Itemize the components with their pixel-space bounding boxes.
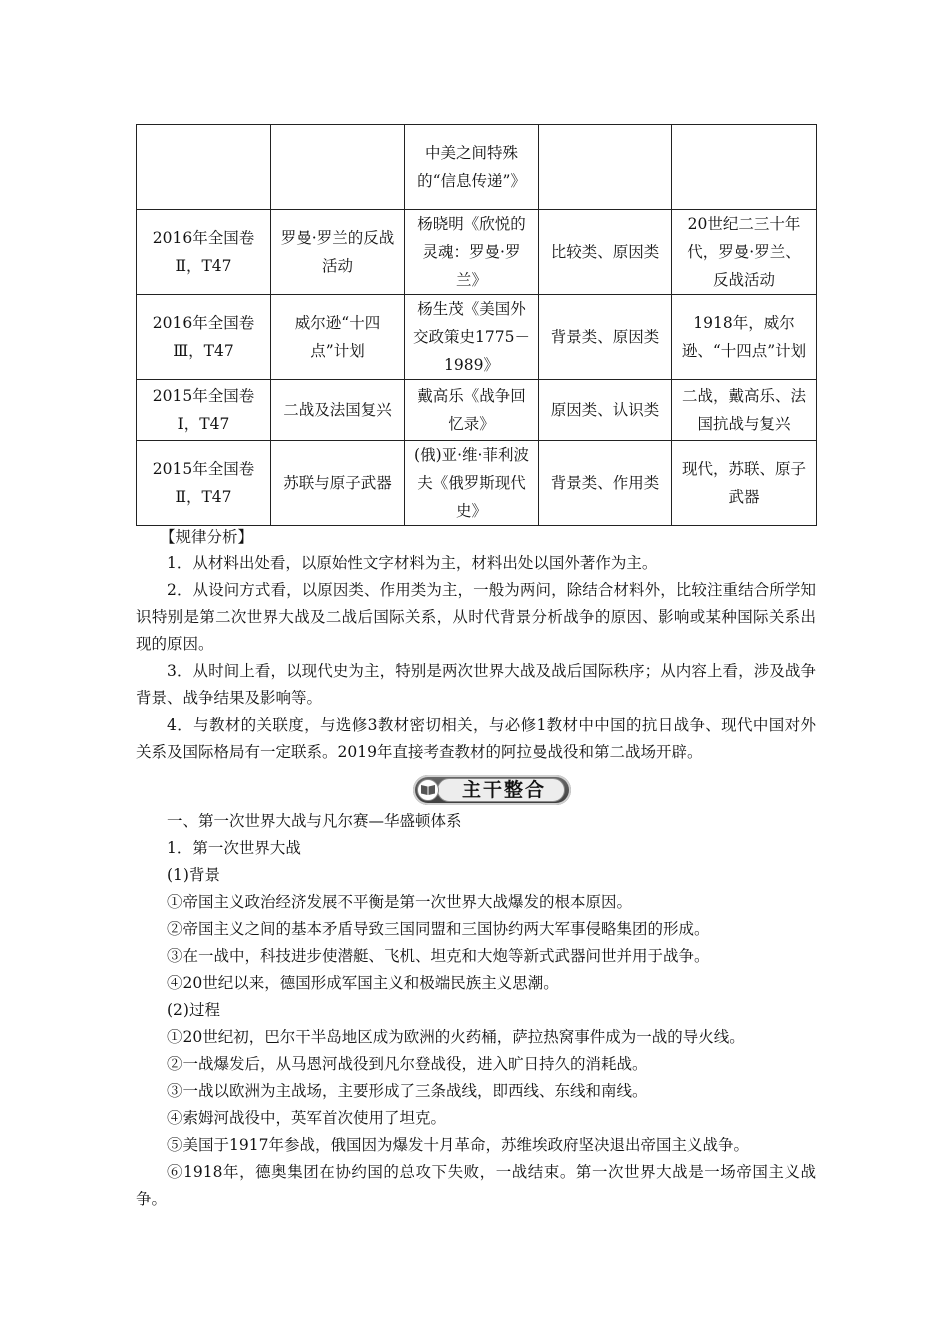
table-cell: 中美之间特殊的“信息传递”》 (405, 125, 539, 210)
banner-label: 主干整合 (461, 779, 546, 801)
table-cell (271, 125, 405, 210)
table-cell: 20世纪二三十年代，罗曼·罗兰、反战活动 (672, 210, 817, 295)
table-cell: 背景类、作用类 (539, 441, 672, 526)
analysis-item: 2．从设问方式看，以原因类、作用类为主，一般为两问，除结合材料外，比较注重结合所学知识特别是第二次世界大战及二战后国际关系，从时代背景分析战争的原因、影响或某种国际关系出现的原因。 (136, 581, 816, 653)
table-cell: (俄)亚·维·菲利波夫《俄罗斯现代史》 (405, 441, 539, 526)
table-cell (672, 125, 817, 210)
table-cell: 苏联与原子武器 (271, 441, 405, 526)
process-title: (2)过程 (167, 1001, 220, 1019)
table-cell: 戴高乐《战争回忆录》 (405, 380, 539, 441)
table-row (137, 210, 817, 295)
background-item: ③在一战中，科技进步使潜艇、飞机、坦克和大炮等新式武器问世并用于战争。 (167, 947, 710, 965)
table-cell: 二战，戴高乐、法国抗战与复兴 (672, 380, 817, 441)
table-cell (137, 125, 271, 210)
background-title: (1)背景 (167, 866, 220, 884)
table-cell: 杨生茂《美国外交政策史1775－1989》 (405, 295, 539, 380)
table-cell: 2016年全国卷Ⅲ，T47 (137, 295, 271, 380)
analysis-list (136, 550, 816, 766)
table-row (137, 295, 817, 380)
table-cell: 威尔逊“十四点”计划 (271, 295, 405, 380)
analysis-item: 4．与教材的关联度，与选修3教材密切相关，与必修1教材中中国的抗日战争、现代中国对外关系及国际格局有一定联系。2019年直接考查教材的阿拉曼战役和第二战场开辟。 (136, 716, 816, 761)
table-cell: 杨晓明《欣悦的灵魂：罗曼·罗兰》 (405, 210, 539, 295)
section-content (136, 808, 816, 1213)
section-subheading: 1．第一次世界大战 (167, 839, 301, 857)
table-row (137, 441, 817, 526)
table-cell: 2015年全国卷Ⅰ，T47 (137, 380, 271, 441)
table-cell: 背景类、原因类 (539, 295, 672, 380)
table-cell: 2016年全国卷Ⅱ，T47 (137, 210, 271, 295)
table-row (137, 125, 817, 210)
process-item: ⑥1918年，德奥集团在协约国的总攻下失败，一战结束。第一次世界大战是一场帝国主义战争。 (136, 1163, 816, 1208)
book-icon (417, 779, 439, 801)
background-item: ①帝国主义政治经济发展不平衡是第一次世界大战爆发的根本原因。 (167, 893, 633, 911)
background-item: ②帝国主义之间的基本矛盾导致三国同盟和三国协约两大军事侵略集团的形成。 (167, 920, 710, 938)
section-banner (413, 775, 571, 805)
table-cell: 2015年全国卷Ⅱ，T47 (137, 441, 271, 526)
process-item: ④索姆河战役中，英军首次使用了坦克。 (167, 1109, 447, 1127)
process-item: ⑤美国于1917年参战，俄国因为爆发十月革命，苏维埃政府坚决退出帝国主义战争。 (167, 1136, 749, 1154)
background-item: ④20世纪以来，德国形成军国主义和极端民族主义思潮。 (167, 974, 559, 992)
table-cell: 1918年，威尔逊、“十四点”计划 (672, 295, 817, 380)
analysis-heading: 【规律分析】 (160, 528, 254, 546)
process-item: ②一战爆发后，从马恩河战役到凡尔登战役，进入旷日持久的消耗战。 (167, 1055, 648, 1073)
table-cell: 比较类、原因类 (539, 210, 672, 295)
process-item: ③一战以欧洲为主战场，主要形成了三条战线，即西线、东线和南线。 (167, 1082, 648, 1100)
table-cell: 原因类、认识类 (539, 380, 672, 441)
table-cell: 现代，苏联、原子武器 (672, 441, 817, 526)
table-cell (539, 125, 672, 210)
analysis-item: 3．从时间上看，以现代史为主，特别是两次世界大战及战后国际秩序；从内容上看，涉及战争背景、战争结果及影响等。 (136, 662, 816, 707)
table-row (137, 380, 817, 441)
table-cell: 二战及法国复兴 (271, 380, 405, 441)
process-item: ①20世纪初，巴尔干半岛地区成为欧洲的火药桶，萨拉热窝事件成为一战的导火线。 (167, 1028, 745, 1046)
analysis-item: 1．从材料出处看，以原始性文字材料为主，材料出处以国外著作为主。 (167, 554, 658, 572)
exam-table (136, 124, 817, 526)
section-heading: 一、第一次世界大战与凡尔赛—华盛顿体系 (167, 812, 462, 830)
table-cell: 罗曼·罗兰的反战活动 (271, 210, 405, 295)
